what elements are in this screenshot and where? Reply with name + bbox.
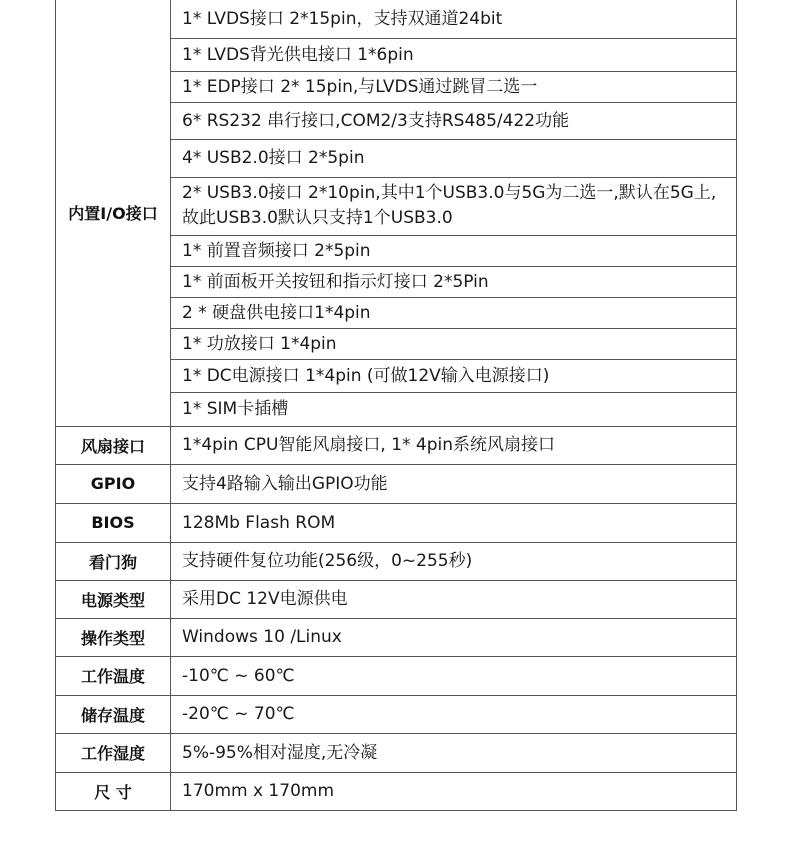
table-row (56, 0, 737, 38)
row-label-gpio: GPIO (56, 464, 171, 503)
row-label-watchdog: 看门狗 (56, 542, 171, 580)
table-row (56, 733, 737, 772)
row-value-humidity: 5%-95%相对湿度,无冷凝 (171, 733, 737, 772)
table-row (56, 503, 737, 542)
table-row (56, 542, 737, 580)
table-row (56, 580, 737, 618)
row-label-os: 操作类型 (56, 618, 171, 656)
row-value-storage-temp: -20℃ ~ 70℃ (171, 695, 737, 733)
table-row (56, 695, 737, 733)
table-row (56, 618, 737, 656)
row-value-watchdog: 支持硬件复位功能(256级，0~255秒) (171, 542, 737, 580)
io-item: 1* EDP接口 2* 15pin,与LVDS通过跳冒二选一 (171, 71, 737, 102)
row-value-bios: 128Mb Flash ROM (171, 503, 737, 542)
io-item: 2* USB3.0接口 2*10pin,其中1个USB3.0与5G为二选一,默认在5G上,故此USB3.0默认只支持1个USB3.0 (171, 177, 737, 235)
io-item: 1* DC电源接口 1*4pin (可做12V输入电源接口) (171, 359, 737, 392)
io-item: 2 * 硬盘供电接口1*4pin (171, 297, 737, 328)
row-value-power: 采用DC 12V电源供电 (171, 580, 737, 618)
io-item: 1* SIM卡插槽 (171, 392, 737, 426)
row-value-gpio: 支持4路输入输出GPIO功能 (171, 464, 737, 503)
io-item: 1* LVDS接口 2*15pin，支持双通道24bit (171, 0, 737, 38)
row-label-size: 尺 寸 (56, 772, 171, 810)
row-label-humidity: 工作湿度 (56, 733, 171, 772)
row-label-io: 内置I/O接口 (56, 0, 171, 426)
row-label-bios: BIOS (56, 503, 171, 542)
spec-table (55, 0, 737, 811)
row-label-op-temp: 工作温度 (56, 656, 171, 695)
io-item: 1* 功放接口 1*4pin (171, 328, 737, 359)
row-label-storage-temp: 储存温度 (56, 695, 171, 733)
row-label-fan: 风扇接口 (56, 426, 171, 464)
table-row (56, 464, 737, 503)
table-row (56, 772, 737, 810)
io-item: 1* 前面板开关按钮和指示灯接口 2*5Pin (171, 266, 737, 297)
io-item: 1* 前置音频接口 2*5pin (171, 235, 737, 266)
io-item: 4* USB2.0接口 2*5pin (171, 139, 737, 177)
row-label-power: 电源类型 (56, 580, 171, 618)
table-row (56, 656, 737, 695)
row-value-fan: 1*4pin CPU智能风扇接口, 1* 4pin系统风扇接口 (171, 426, 737, 464)
row-value-op-temp: -10℃ ~ 60℃ (171, 656, 737, 695)
table-row (56, 426, 737, 464)
io-item: 6* RS232 串行接口,COM2/3支持RS485/422功能 (171, 102, 737, 139)
row-value-size: 170mm x 170mm (171, 772, 737, 810)
row-value-os: Windows 10 /Linux (171, 618, 737, 656)
io-item: 1* LVDS背光供电接口 1*6pin (171, 38, 737, 71)
